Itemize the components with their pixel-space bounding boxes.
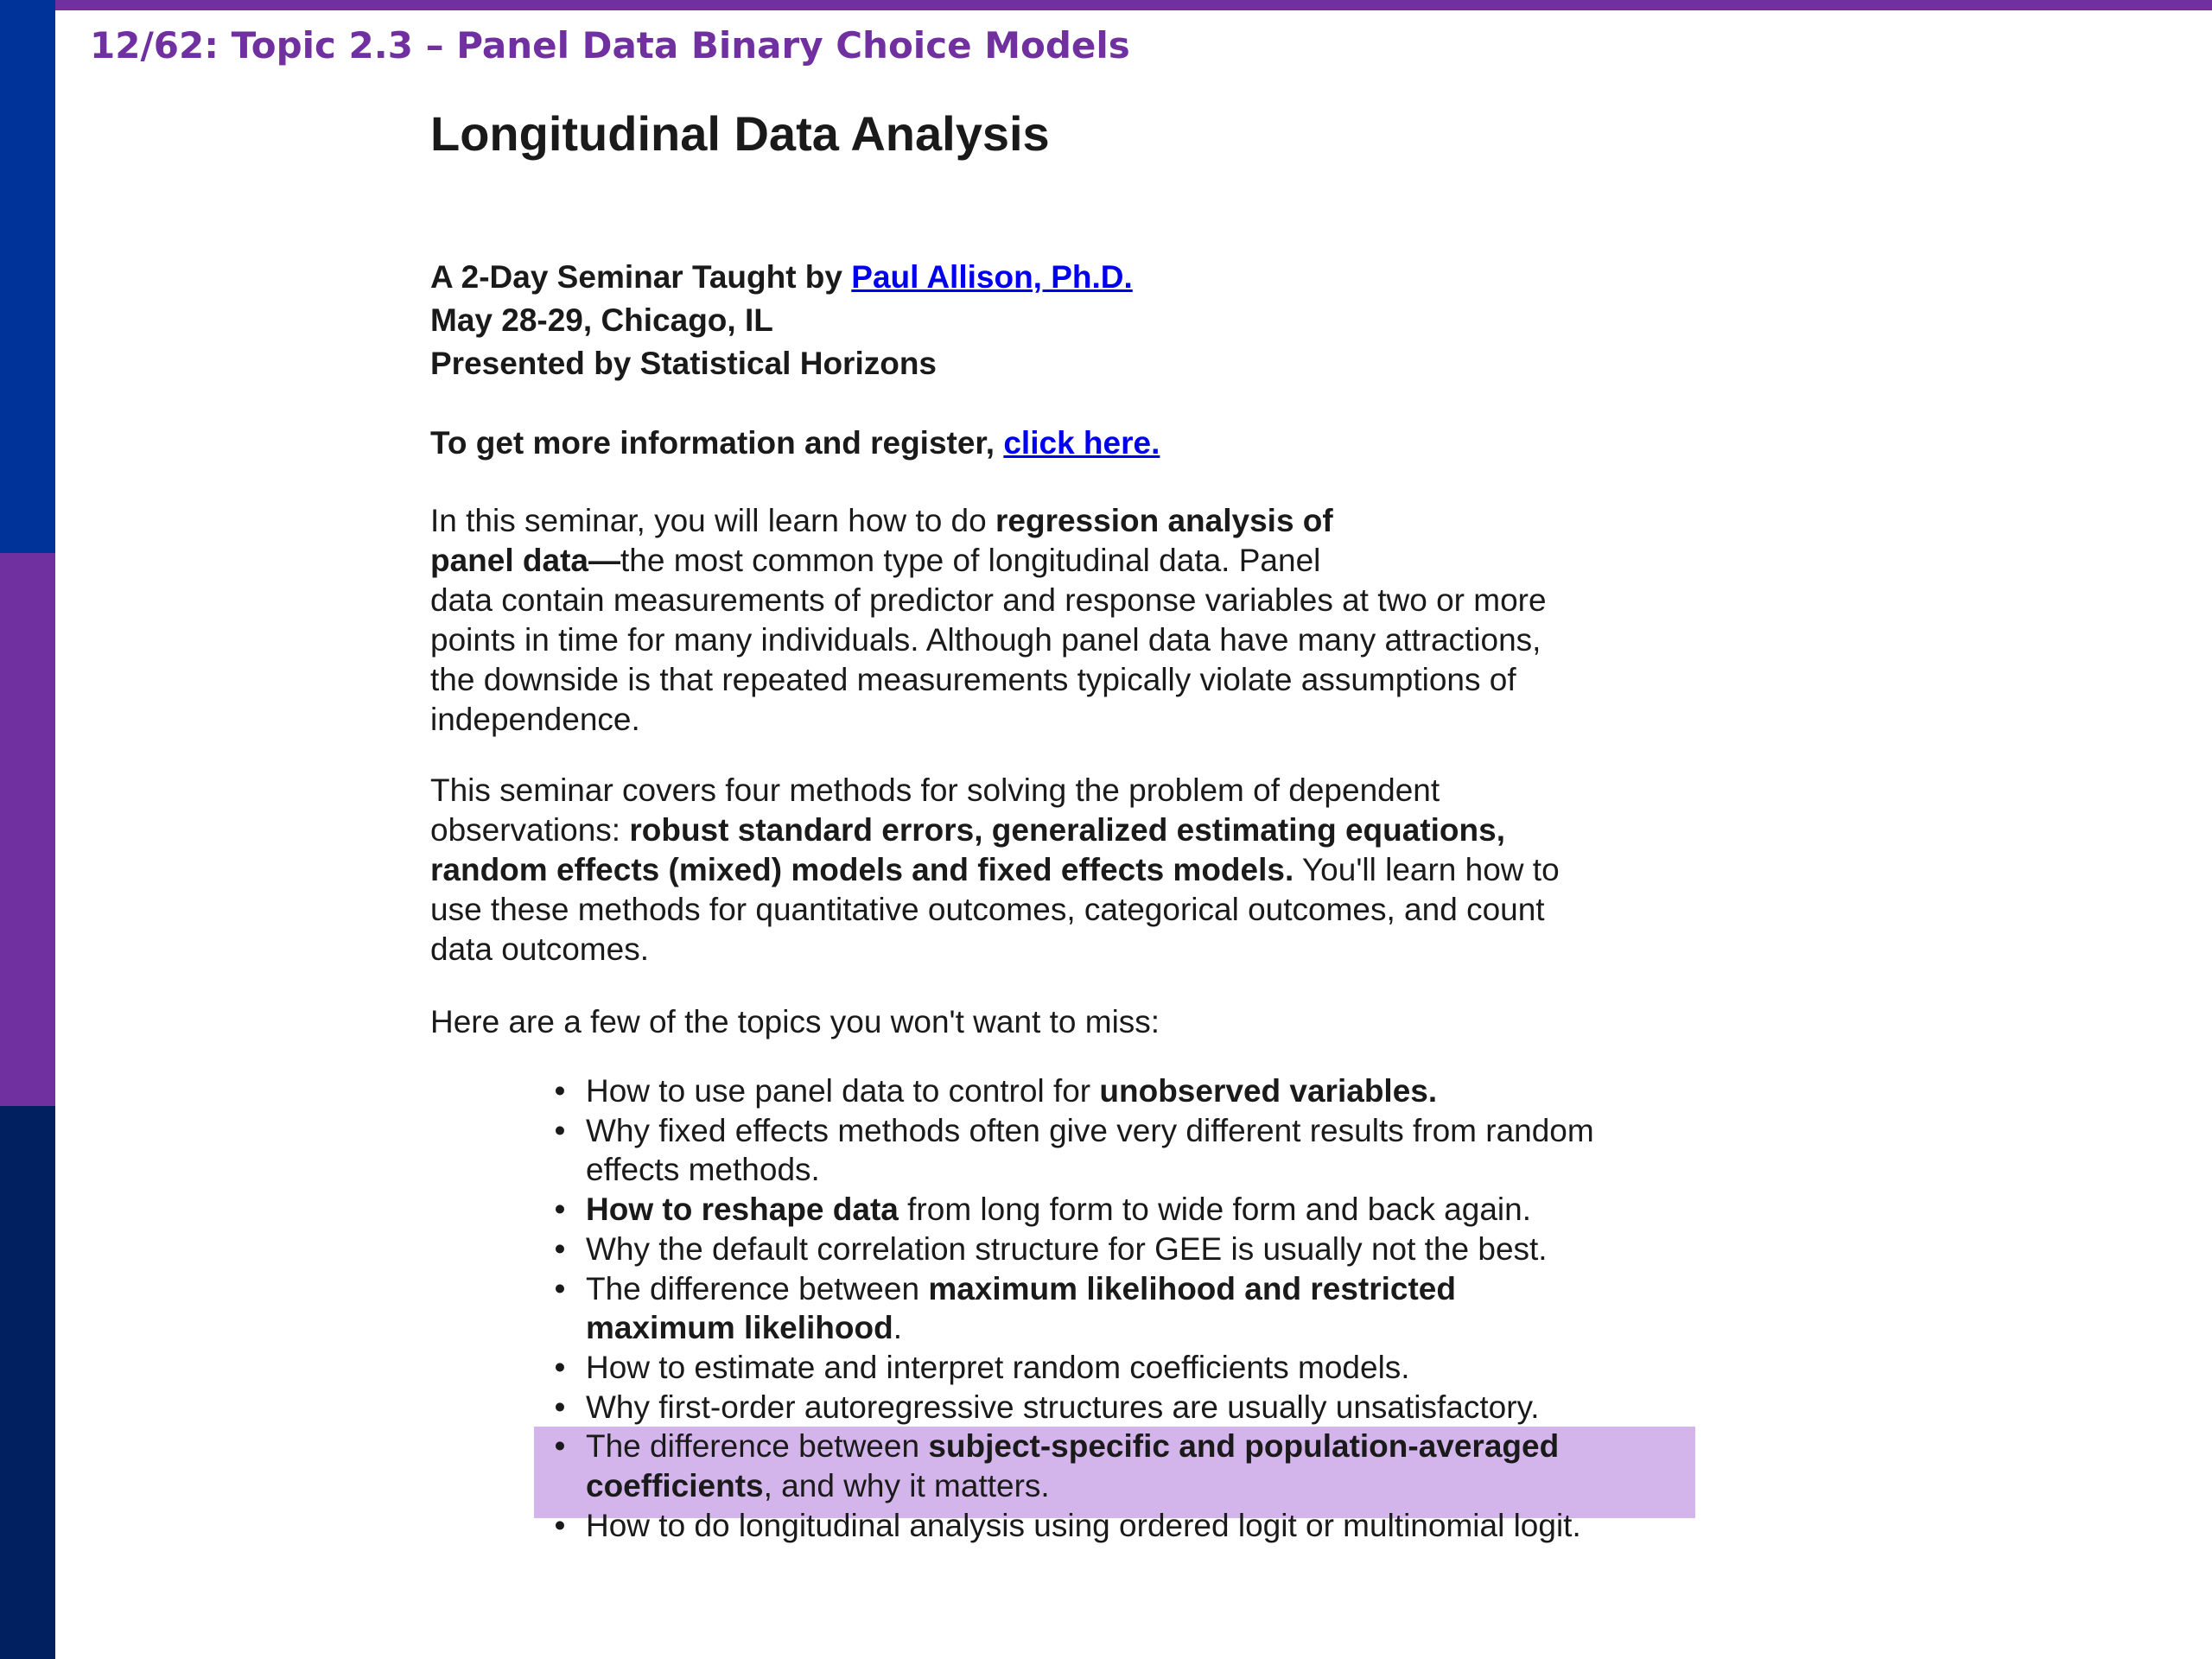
para1-text: In this seminar, you will learn how to do [430, 503, 995, 538]
list-item [554, 1348, 1726, 1388]
para1-text: data contain measurements of predictor and response variables at two or more [430, 582, 1547, 618]
bullet-icon: • [554, 1389, 566, 1425]
topic-text: Why fixed effects methods often give very different results from random [586, 1112, 1594, 1148]
bullet-icon: • [554, 1428, 566, 1465]
topics-intro: Here are a few of the topics you won't want to miss: [430, 1004, 1160, 1039]
list-item [554, 1111, 1726, 1190]
topic-text: . [893, 1310, 902, 1346]
slide-header: 12/62: Topic 2.3 – Panel Data Binary Choice Models [90, 24, 1130, 67]
list-item [554, 1230, 1726, 1269]
intro-paragraph [430, 501, 1640, 740]
bullet-icon: • [554, 1073, 566, 1109]
para1-text: the downside is that repeated measurements typically violate assumptions of [430, 662, 1516, 697]
para2-text: This seminar covers four methods for solving the problem of dependent [430, 772, 1440, 808]
methods-paragraph [430, 771, 1657, 969]
list-item [554, 1506, 1726, 1546]
side-band-purple [0, 553, 55, 1106]
topic-text: , and why it matters. [763, 1468, 1050, 1504]
topic-bold: coefficients [586, 1468, 764, 1504]
topic-bold: unobserved variables. [1099, 1073, 1438, 1109]
topic-text: How to estimate and interpret random coefficients models. [586, 1349, 1410, 1385]
topic-bold: maximum likelihood and restricted [928, 1270, 1456, 1306]
list-item [554, 1190, 1726, 1230]
page-title: Longitudinal Data Analysis [430, 106, 1050, 161]
topic-text: How to use panel data to control for [586, 1073, 1100, 1109]
topic-text: How to do longitudinal analysis using ordered logit or multinomial logit. [586, 1507, 1581, 1543]
topics-list [554, 1071, 1726, 1545]
list-item [554, 1071, 1726, 1111]
para2-bold: robust standard errors, generalized estimating equations, [629, 812, 1505, 848]
instructor-link[interactable]: Paul Allison, Ph.D. [851, 259, 1133, 295]
para1-bold: panel data— [430, 543, 620, 578]
para1-text: independence. [430, 702, 640, 737]
topic-text: The difference between [586, 1270, 929, 1306]
topic-bold: maximum likelihood [586, 1310, 893, 1346]
para1-text: points in time for many individuals. Although panel data have many attractions, [430, 622, 1541, 658]
para2-bold: random effects (mixed) models and fixed effects models. [430, 852, 1294, 887]
para2-text: You'll learn how to [1294, 852, 1560, 887]
side-band-navy [0, 1106, 55, 1659]
para1-text: the most common type of longitudinal data. Panel [620, 543, 1321, 578]
topic-bold: subject-specific and population-averaged [928, 1428, 1560, 1465]
para2-text: data outcomes. [430, 931, 649, 967]
topic-text: effects methods. [586, 1152, 820, 1188]
register-link[interactable]: click here. [1003, 425, 1160, 461]
list-item-highlighted [554, 1427, 1726, 1505]
topic-text: Why the default correlation structure for GEE is usually not the best. [586, 1230, 1548, 1267]
register-prefix: To get more information and register, [430, 425, 1004, 461]
topic-text: The difference between [586, 1428, 929, 1465]
register-line [430, 425, 1160, 461]
bullet-icon: • [554, 1349, 566, 1385]
bullet-icon: • [554, 1112, 566, 1148]
bullet-icon: • [554, 1192, 566, 1228]
date-location: May 28-29, Chicago, IL [430, 302, 773, 338]
seminar-line [430, 256, 1709, 299]
para2-text: use these methods for quantitative outcomes, categorical outcomes, and count [430, 892, 1545, 927]
para1-bold: regression analysis of [995, 503, 1333, 538]
bullet-icon: • [554, 1507, 566, 1543]
topic-text: from long form to wide form and back again. [898, 1192, 1531, 1228]
topic-bold: How to reshape data [586, 1192, 899, 1228]
seminar-info [430, 256, 1709, 385]
bullet-icon: • [554, 1270, 566, 1306]
topic-text: Why first-order autoregressive structures are usually unsatisfactory. [586, 1389, 1540, 1425]
list-item [554, 1388, 1726, 1427]
document-page [430, 95, 1709, 1543]
bullet-icon: • [554, 1230, 566, 1267]
seminar-prefix: A 2-Day Seminar Taught by [430, 259, 852, 295]
list-item [554, 1269, 1726, 1348]
presenter: Presented by Statistical Horizons [430, 346, 938, 381]
para2-text: observations: [430, 812, 630, 848]
side-band-blue [0, 0, 55, 553]
top-accent-bar [0, 0, 2212, 10]
